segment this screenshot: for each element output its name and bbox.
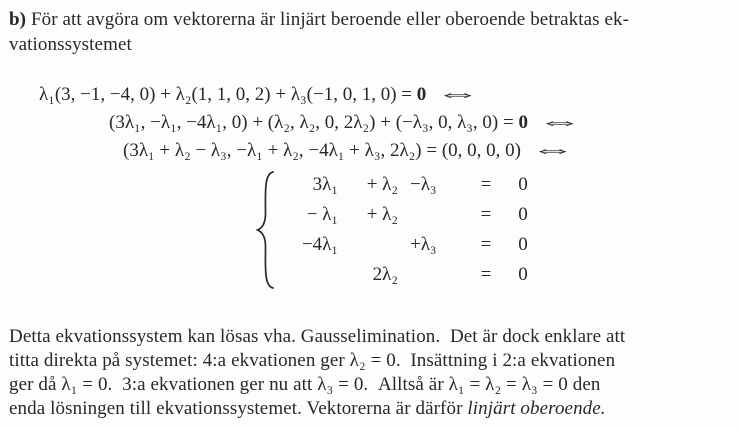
sys-r4-rhs: 0 [518,264,528,285]
sys-r4-lambda1 [276,260,338,290]
sys-r2-lambda3 [398,200,464,230]
conclusion-paragraph [9,325,733,421]
conclusion-line-4 [9,397,733,421]
intro-line-1-text: För att avgöra om vektorerna är linjärt beroende eller oberoende betraktas ek- [26,9,630,30]
sys-r1-rhs: 0 [518,174,528,195]
conclusion-line-1: Detta ekvationssystem kan lösas vha. Gausselimination. Det är dock enklare att [9,326,626,347]
sys-r3-equals: = [480,234,492,255]
sys-r3-rhs: 0 [518,234,528,255]
sys-r2-equals: = [480,204,492,225]
equation-system [254,169,733,291]
intro-line-2: vationssystemet [9,34,132,55]
equation-line-2 [109,109,733,137]
equation-2-body: (3λ₁, −λ₁, −4λ₁, 0) + (λ₂, λ₂, 0, 2λ₂) + (−λ₃, 0, λ₃, 0) = [109,112,519,133]
sys-r3-lambda1: −4λ₁ [301,234,338,255]
equation-1-zero-vector: 0 [416,84,427,105]
sys-r2-lambda2: + λ₂ [366,204,398,225]
iff-arrow: ⇔ [434,84,481,105]
equation-line-3 [123,137,733,165]
sys-r4-lambda2: 2λ₂ [372,264,398,285]
intro-line-1 [9,7,733,32]
sys-r2-rhs: 0 [518,204,528,225]
sys-r1-lambda2: + λ₂ [366,174,398,195]
sys-r1-lambda1: 3λ₁ [312,174,338,195]
equation-2-zero-vector: 0 [518,112,528,133]
equation-line-1 [39,81,733,109]
intro-paragraph [9,7,733,57]
iff-arrow: ⇔ [529,140,576,161]
sys-r1-lambda3: −λ₃ [410,174,437,195]
sys-r3-lambda2 [338,230,398,260]
equation-3-body: (3λ₁ + λ₂ − λ₃, −λ₁ + λ₂, −4λ₁ + λ₃, 2λ₂) = (0, 0, 0, 0) [123,140,522,161]
linearly-independent-emphasis: linjärt oberoende. [467,398,606,419]
sys-r2-lambda1: − λ₁ [306,204,338,225]
conclusion-line-3: ger då λ₁ = 0. 3:a ekvationen ger nu att λ₃ = 0. Alltså är λ₁ = λ₂ = λ₃ = 0 den [9,374,601,395]
sys-r3-lambda3: +λ₃ [410,234,437,255]
system-grid [276,170,538,290]
equation-1-body: λ₁(3, −1, −4, 0) + λ₂(1, 1, 0, 2) + λ₃(−1, 0, 1, 0) = [39,84,417,105]
conclusion-line-2: titta direkta på systemet: 4:a ekvationen ger λ₂ = 0. Insättning i 2:a ekvationen [9,350,616,371]
equation-block [9,81,733,165]
sys-r4-equals: = [480,264,492,285]
left-brace [254,169,276,291]
item-label-b: b) [9,9,27,30]
iff-arrow: ⇔ [536,112,583,133]
conclusion-line-4-text: enda lösningen till ekvationssystemet. Vektorerna är därför [9,398,468,419]
sys-r1-equals: = [480,174,492,195]
sys-r4-lambda3 [398,260,464,290]
